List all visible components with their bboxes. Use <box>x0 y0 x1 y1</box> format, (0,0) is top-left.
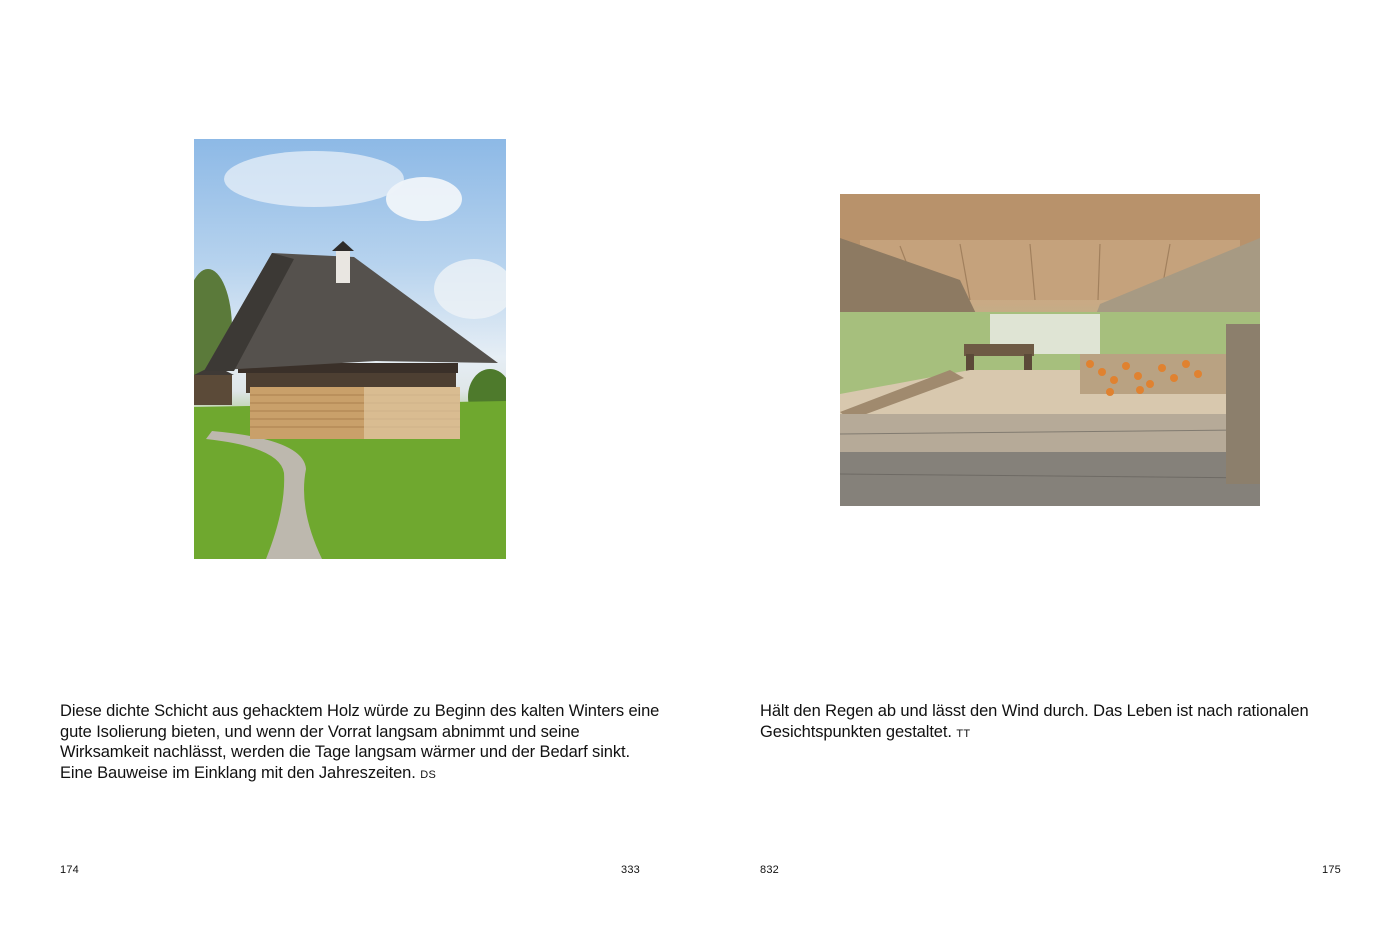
left-caption-text: Diese dichte Schicht aus gehacktem Holz würde zu Beginn des kalten Winters eine gute Isolierung bieten, und wenn der Vorrat langsam abnimmt und seine Wirksamkeit nachlässt, werden die Tage langsam wärmer und der Bedarf sinkt. Eine Bauweise im Einklang mit den Jahreszeiten. <box>60 702 660 782</box>
left-page-number: 174 <box>60 864 79 876</box>
woodshed-interior-photo <box>840 194 1260 506</box>
right-caption <box>760 701 1360 744</box>
left-secondary-number: 333 <box>621 864 640 876</box>
left-caption-initials: DS <box>420 768 437 781</box>
right-caption-initials: TT <box>956 727 971 740</box>
farmhouse-illustration <box>194 139 506 559</box>
farmhouse-photo <box>194 139 506 559</box>
right-page <box>700 0 1400 933</box>
left-caption <box>60 701 660 785</box>
right-page-number: 175 <box>1322 864 1341 876</box>
woodshed-illustration <box>840 194 1260 506</box>
right-caption-text: Hält den Regen ab und lässt den Wind durch. Das Leben ist nach rationalen Gesichtspunkten gestaltet. <box>760 702 1309 741</box>
right-secondary-number: 832 <box>760 864 779 876</box>
